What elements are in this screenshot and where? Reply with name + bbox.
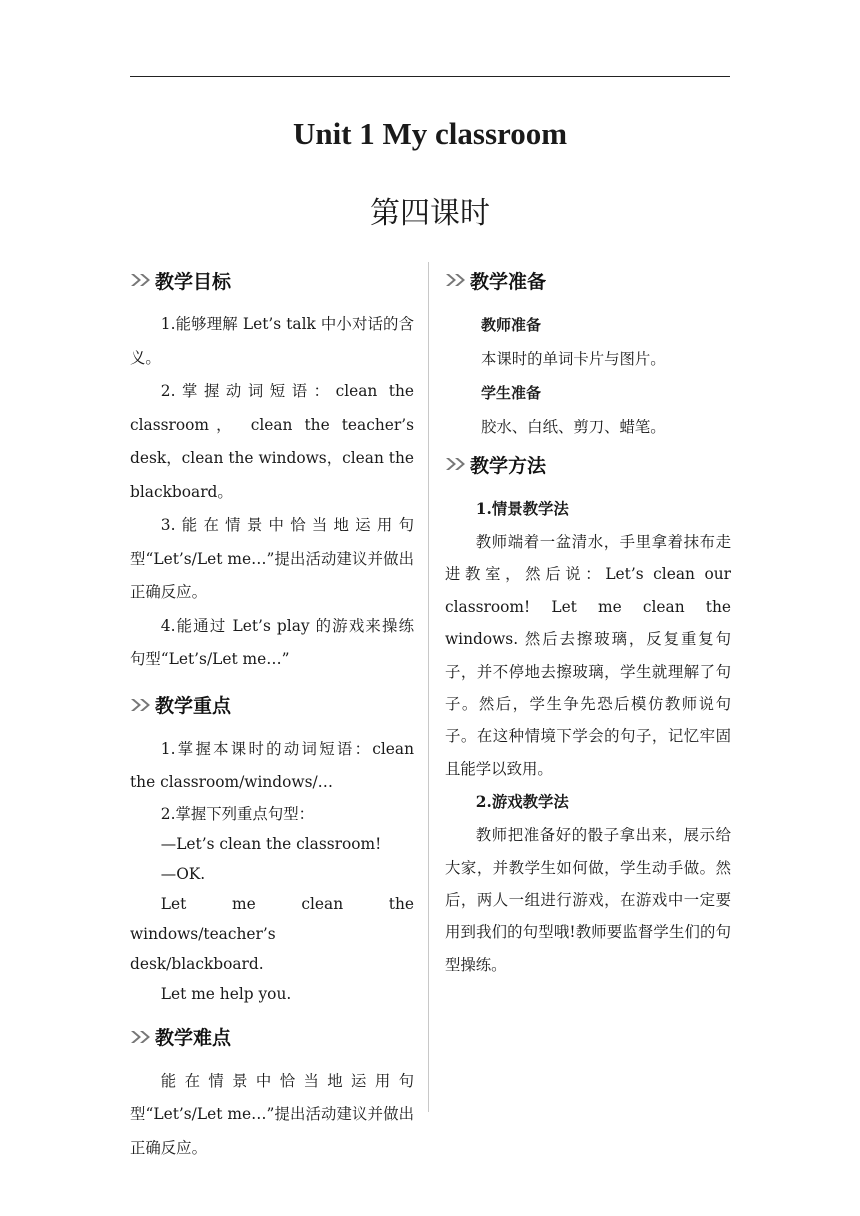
dialog-line-4: Let me help you.	[160, 984, 292, 1003]
double-chevron-icon	[130, 698, 152, 712]
double-chevron-icon	[130, 273, 152, 287]
section-title: 教学重点	[155, 695, 232, 717]
student-prep-label: 学生准备	[481, 384, 542, 402]
section-title: 教学目标	[155, 270, 232, 293]
method-1-title: 1.情景教学法	[475, 500, 569, 518]
teacher-prep-label: 教师准备	[481, 316, 542, 334]
section-objectives-heading	[130, 262, 414, 298]
objective-item-1: 1.能够理解 Let’s talk 中小对话的含义。	[130, 315, 414, 367]
section-title: 教学方法	[470, 454, 547, 477]
section-preparation-heading	[445, 262, 731, 298]
section-title: 教学准备	[470, 270, 547, 293]
dialog-line-2: —OK.	[160, 864, 206, 883]
section-methods-heading	[445, 446, 731, 482]
keypoint-item-1: 1.掌握本课时的动词短语：clean the classroom/windows/…	[130, 739, 414, 791]
student-prep-text: 胶水、白纸、剪刀、蜡笔。	[481, 418, 666, 436]
section-difficulties-heading	[130, 1019, 414, 1055]
dialog-line-3: Let me clean the windows/teacher’s desk/blackboard.	[130, 894, 414, 973]
method-1-text: 教师端着一盆清水，手里拿着抹布走进教室，然后说：Let’s clean our classroom! Let me clean the windows. 然后去擦玻璃，反复重复句子，并不停地去擦玻璃，学生就理解了句子。然后，学生争先恐后模仿教师说句子。在这种情境下学会的句子，记忆牢固且能学以致用。	[445, 533, 731, 778]
double-chevron-icon	[445, 457, 467, 471]
section-title: 教学难点	[155, 1027, 232, 1049]
unit-title: Unit 1 My classroom	[292, 116, 568, 151]
difficulty-text: 能在情景中恰当地运用句型“Let’s/Let me…”提出活动建议并做出正确反应。	[130, 1071, 414, 1157]
objective-item-3: 3.能在情景中恰当地运用句型“Let’s/Let me…”提出活动建议并做出正确反应。	[130, 516, 414, 601]
keypoint-item-2: 2.掌握下列重点句型：	[160, 804, 314, 823]
method-2-title: 2.游戏教学法	[475, 793, 569, 812]
right-column	[445, 262, 731, 981]
column-divider	[428, 262, 429, 1112]
teacher-prep-text: 本课时的单词卡片与图片。	[481, 350, 666, 368]
left-column	[130, 262, 414, 1165]
objective-item-2: 2.掌握动词短语：clean the classroom， clean the teacher’s desk，clean the windows，clean the blackboard。	[130, 382, 414, 501]
double-chevron-icon	[445, 273, 467, 287]
header-rule	[130, 76, 730, 77]
method-2-text: 教师把准备好的骰子拿出来，展示给大家，并教学生如何做，学生动手做。然后，两人一组进行游戏，在游戏中一定要用到我们的句型哦!教师要监督学生们的句型操练。	[445, 826, 731, 974]
dialog-line-1: —Let’s clean the classroom!	[160, 834, 382, 853]
objective-item-4: 4.能通过 Let’s play 的游戏来操练句型“Let’s/Let me…”	[130, 616, 414, 668]
double-chevron-icon	[130, 1030, 152, 1044]
lesson-title: 第四课时	[370, 196, 490, 231]
section-keypoints-heading	[130, 687, 414, 723]
